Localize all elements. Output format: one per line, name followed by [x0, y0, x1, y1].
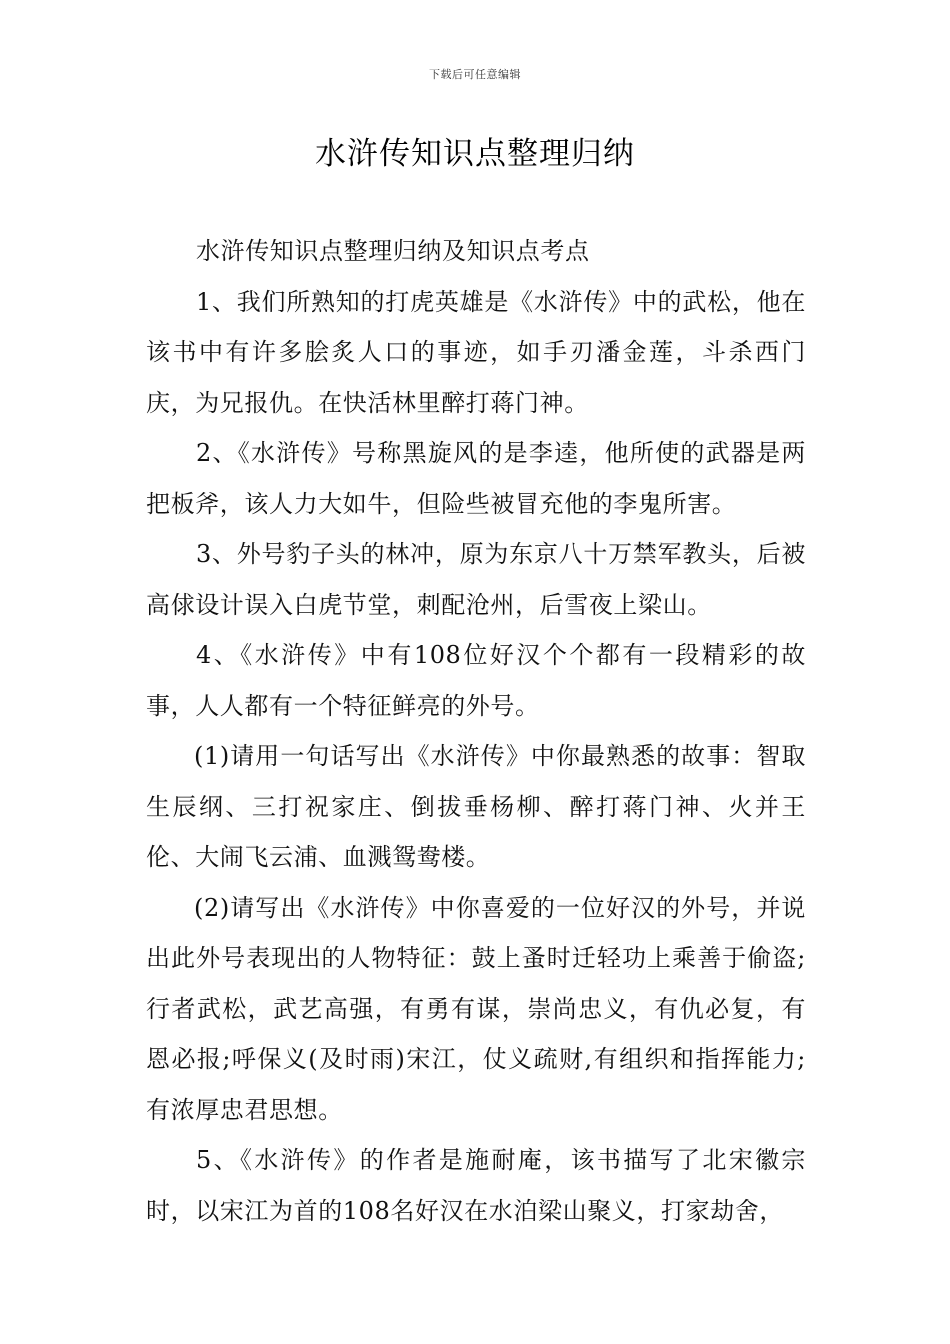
paragraph-subitem-2: (2)请写出《水浒传》中你喜爱的一位好汉的外号，并说出此外号表现出的人物特征：鼓上蚤时迁轻功上乘善于偷盗;行者武松，武艺高强，有勇有谋，崇尚忠义，有仇必复，有恩必报;呼保义(及时雨)宋江，仗义疏财,有组织和指挥能力;有浓厚忠君思想。	[146, 893, 806, 1124]
header-note: 下载后可任意编辑	[429, 68, 521, 81]
paragraph-item-5: 5、《水浒传》的作者是施耐庵，该书描写了北宋徽宗时，以宋江为首的108名好汉在水泊梁山聚义，打家劫舍，	[146, 1146, 806, 1225]
document-title: 水浒传知识点整理归纳	[315, 136, 635, 172]
paragraph-item-1: 1、我们所熟知的打虎英雄是《水浒传》中的武松，他在该书中有许多脍炙人口的事迹，如手刃潘金莲，斗杀西门庆，为兄报仇。在快活林里醉打蒋门神。	[146, 287, 806, 417]
paragraph-item-2: 2、《水浒传》号称黑旋风的是李逵，他所使的武器是两把板斧，该人力大如牛，但险些被冒充他的李鬼所害。	[146, 439, 806, 518]
paragraph-subtitle: 水浒传知识点整理归纳及知识点考点	[196, 237, 590, 265]
paragraph-item-4: 4、《水浒传》中有108位好汉个个都有一段精彩的故事，人人都有一个特征鲜亮的外号。	[146, 641, 806, 720]
document-body	[146, 226, 806, 1236]
paragraph-subitem-1: (1)请用一句话写出《水浒传》中你最熟悉的故事：智取生辰纲、三打祝家庄、倒拔垂杨柳、醉打蒋门神、火并王伦、大闹飞云浦、血溅鸳鸯楼。	[146, 742, 806, 871]
paragraph-item-3: 3、外号豹子头的林冲，原为东京八十万禁军教头，后被高俅设计误入白虎节堂，刺配沧州，后雪夜上梁山。	[146, 540, 806, 619]
